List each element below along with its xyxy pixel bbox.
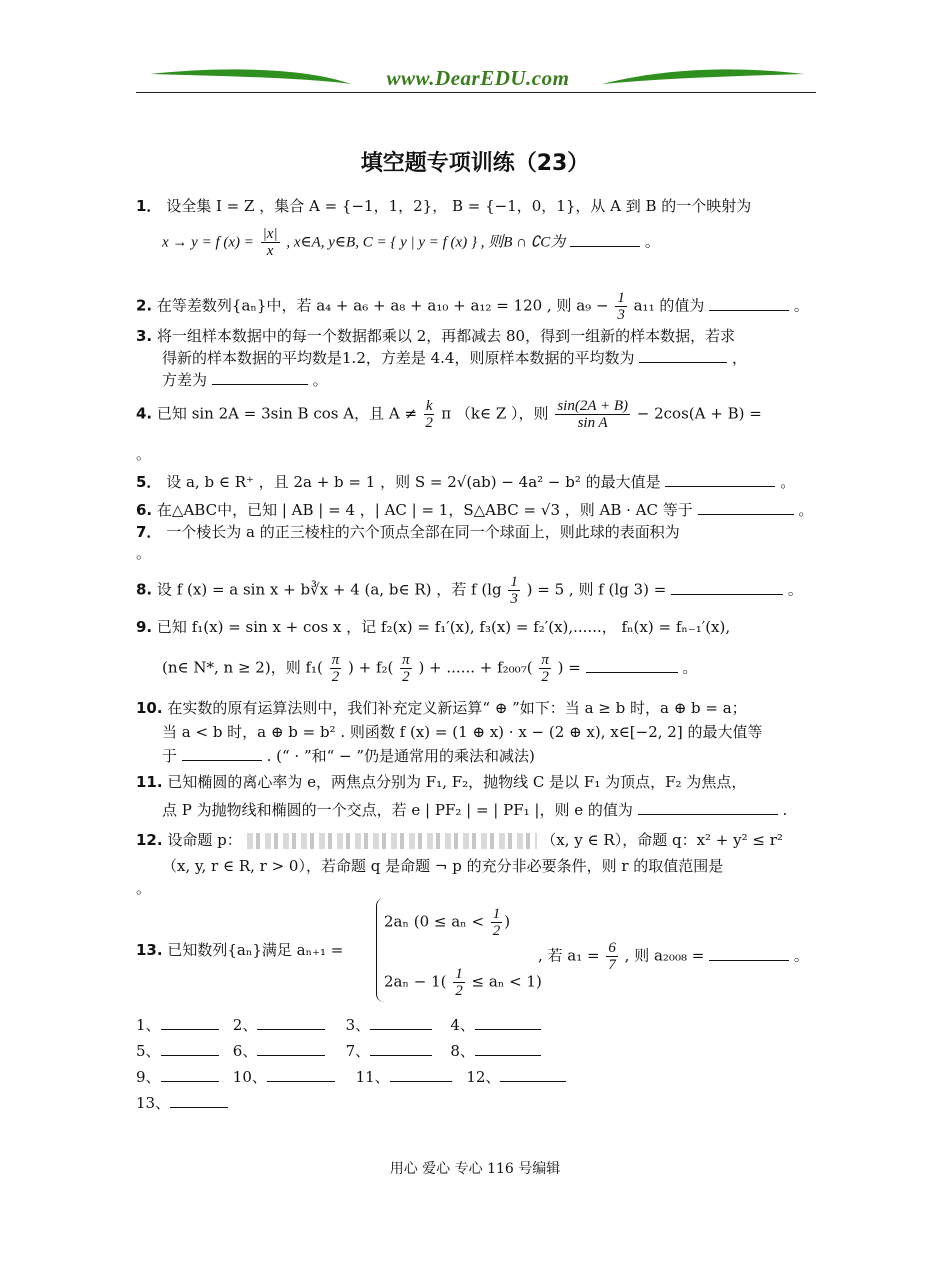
- fraction-denominator: 2: [492, 923, 501, 939]
- piecewise-case-2: [384, 966, 542, 999]
- fraction-denominator: 3: [510, 591, 518, 607]
- answer-blank[interactable]: [639, 348, 727, 363]
- problem-text: 在△ABC中，已知 | AB | = 4 ，| AC | = 1，S△ABC = √3 ，则 AB · AC 等于: [156, 501, 693, 519]
- answer-blank[interactable]: [182, 746, 262, 761]
- problem-12-line3: [136, 878, 151, 898]
- problem-text: ) =: [557, 658, 581, 677]
- problem-4-line2: [136, 444, 151, 464]
- formula-text: , x∈A, y∈B, C = { y | y = f (x) } , 则B ∩ ∁C为: [286, 234, 566, 251]
- problem-7: [136, 522, 680, 542]
- site-header: [136, 62, 816, 96]
- problem-number: 9.: [136, 618, 153, 636]
- problem-10-line2: [162, 722, 762, 742]
- problem-number: 13.: [136, 941, 163, 959]
- problem-13: [136, 940, 343, 960]
- fraction: [400, 652, 412, 685]
- problem-text: （x, y ∈ R），命题 q：x² + y² ≤ r²: [541, 831, 783, 849]
- fraction-denominator: 2: [425, 415, 433, 431]
- answer-blank[interactable]: [161, 1041, 219, 1056]
- problem-number: 10.: [136, 699, 163, 717]
- answer-label: 13、: [136, 1094, 171, 1112]
- fraction-denominator: 3: [617, 307, 625, 323]
- problem-text: 已知椭圆的离心率为 e，两焦点分别为 F₁, F₂，抛物线 C 是以 F₁ 为顶点，F₂ 为焦点，: [167, 773, 747, 791]
- fraction-numerator: 1: [617, 290, 625, 306]
- problem-text: 方差为: [162, 371, 208, 389]
- fraction-numerator: π: [402, 652, 410, 668]
- problem-text: 设 f (x) = a sin x + b∛x + 4 (a, b∈ R) ，若 f (lg: [156, 580, 502, 599]
- answer-label: 2、: [232, 1016, 258, 1034]
- formula-text: x → y = f (x) =: [162, 234, 254, 251]
- problem-11-line2: [162, 800, 787, 820]
- problem-3-line2: [162, 348, 747, 368]
- answer-label: 7、: [345, 1042, 371, 1060]
- answer-row: [136, 1014, 541, 1035]
- answer-label: 5、: [136, 1042, 161, 1060]
- site-brand: www.DearEDU.com: [386, 66, 570, 90]
- answer-blank[interactable]: [638, 800, 778, 815]
- answer-row: [136, 1066, 566, 1087]
- problem-text: 已知数列{aₙ}满足 aₙ₊₁ =: [167, 941, 344, 959]
- problem-text: a₁₁ 的值为: [633, 296, 705, 315]
- problem-text: (n∈ N*, n ≥ 2)，则 f₁(: [162, 658, 323, 677]
- answer-blank[interactable]: [212, 370, 308, 385]
- fraction-numerator: 1: [492, 906, 501, 922]
- answer-blank[interactable]: [698, 500, 794, 515]
- problem-text: ) = 5 , 则 f (lg 3) =: [526, 580, 667, 599]
- case-text: 2aₙ − 1(: [384, 972, 447, 991]
- fraction-numerator: π: [541, 652, 549, 668]
- fraction-numerator: k: [425, 398, 433, 414]
- problem-1-formula: [162, 226, 660, 259]
- fraction: [453, 966, 465, 999]
- fraction-denominator: x: [266, 243, 274, 259]
- problem-9-line2: [162, 652, 697, 685]
- problem-13-tail: [538, 940, 809, 973]
- case-text: ≤ aₙ < 1): [471, 972, 542, 991]
- fraction-denominator: 2: [402, 669, 410, 685]
- comma: ，: [732, 349, 748, 367]
- answer-row: [136, 1040, 541, 1061]
- period: 。: [787, 580, 803, 599]
- answer-label: 6、: [232, 1042, 258, 1060]
- problem-7-line2: [136, 543, 151, 563]
- fraction-denominator: 2: [541, 669, 549, 685]
- answer-blank[interactable]: [390, 1067, 452, 1082]
- answer-blank[interactable]: [257, 1041, 325, 1056]
- problem-text: 在等差数列{aₙ}中，若 a₄ + a₆ + a₈ + a₁₀ + a₁₂ = 120 , 则 a₉ −: [156, 296, 609, 315]
- answer-blank[interactable]: [475, 1015, 541, 1030]
- answer-blank[interactable]: [370, 1041, 432, 1056]
- problem-text: π （k∈ Z ），则: [441, 404, 549, 423]
- problem-text: 设命题 p：: [167, 831, 242, 849]
- problem-text: 得新的样本数据的平均数是1.2，方差是 4.4，则原样本数据的平均数为: [162, 349, 635, 367]
- problem-text: 已知 sin 2A = 3sin B cos A，且 A ≠: [156, 404, 418, 423]
- answer-blank[interactable]: [475, 1041, 541, 1056]
- answer-blank[interactable]: [161, 1067, 219, 1082]
- problem-number: 6.: [136, 501, 153, 519]
- problem-8: [136, 574, 803, 607]
- answer-label: 11、: [355, 1068, 390, 1086]
- problem-number: 8.: [136, 580, 153, 599]
- fraction-numerator: 1: [455, 966, 463, 982]
- problem-number: 5．: [136, 473, 162, 491]
- fraction: [491, 906, 503, 939]
- answer-row: [136, 1092, 228, 1113]
- fraction: [555, 398, 630, 431]
- problem-3: [136, 326, 735, 346]
- problem-text: 设全集 I = Z ，集合 A = {−1，1，2}， B = {−1，0，1}，从 A 到 B 的一个映射为: [166, 197, 752, 215]
- fraction: [424, 398, 435, 431]
- answer-blank[interactable]: [709, 946, 789, 961]
- problem-12-line2: [162, 856, 723, 876]
- problem-9: [136, 617, 730, 637]
- answer-label: 10、: [232, 1068, 267, 1086]
- problem-text: ) + ...... + f₂₀₀₇(: [418, 658, 533, 677]
- fraction: [330, 652, 342, 685]
- problem-5: [136, 472, 795, 492]
- fraction-numerator: sin(2A + B): [557, 398, 628, 414]
- answer-blank[interactable]: [570, 232, 640, 247]
- answer-label: 9、: [136, 1068, 161, 1086]
- problem-text: , 若 a₁ =: [538, 946, 600, 965]
- problem-11: [136, 772, 746, 792]
- problem-text: − 2cos(A + B) =: [636, 404, 762, 423]
- answer-blank[interactable]: [709, 296, 789, 311]
- fraction: [539, 652, 551, 685]
- problem-number: 1．: [136, 197, 162, 215]
- problem-text: 点 P 为抛物线和椭圆的一个交点，若 e | PF₂ | = | PF₁ |，则 e 的值为: [162, 801, 633, 819]
- answer-blank[interactable]: [257, 1015, 325, 1030]
- period: 。: [780, 473, 796, 491]
- period: 。: [793, 946, 809, 965]
- problem-text: 已知 f₁(x) = sin x + cos x ，记 f₂(x) = f₁′(x), f₃(x) = f₂′(x),......， fₙ(x) = fₙ₋₁′(x),: [156, 618, 731, 636]
- page-footer: 用心 爱心 专心 116 号编辑: [389, 1161, 561, 1177]
- problem-text: 当 a < b 时，a ⊕ b = b² . 则函数 f (x) = (1 ⊕ x) · x − (2 ⊕ x), x∈[−2, 2] 的最大值等: [162, 723, 763, 741]
- problem-10-line3: [162, 746, 535, 766]
- period: 。: [312, 371, 328, 389]
- problem-text: 一个棱长为 a 的正三棱柱的六个顶点全部在同一个球面上，则此球的表面积为: [166, 523, 680, 541]
- problem-12: [136, 830, 783, 850]
- problem-number: 12.: [136, 831, 163, 849]
- fraction-denominator: 2: [455, 983, 463, 999]
- page-title: 填空题专项训练（23）: [360, 151, 590, 176]
- answer-blank[interactable]: [586, 658, 678, 673]
- problem-text: . (“ · ”和“ − ”仍是通常用的乘法和减法): [266, 747, 535, 765]
- answer-label: 12、: [466, 1068, 501, 1086]
- problem-number: 2.: [136, 296, 153, 315]
- problem-number: 7．: [136, 523, 162, 541]
- problem-number: 11.: [136, 773, 163, 791]
- answer-blank[interactable]: [161, 1015, 219, 1030]
- problem-text: （x, y, r ∈ R, r > 0），若命题 q 是命题 ¬ p 的充分非必要条件，则 r 的取值范围是: [162, 857, 724, 875]
- header-rule: [136, 92, 816, 93]
- problem-text: 在实数的原有运算法则中，我们补充定义新运算“ ⊕ ”如下：当 a ≥ b 时，a ⊕ b = a；: [167, 699, 747, 717]
- period: .: [782, 801, 788, 819]
- fraction: [606, 940, 618, 973]
- problem-text: , 则 a₂₀₀₈ =: [624, 946, 705, 965]
- fraction-denominator: 7: [608, 957, 616, 973]
- period: 。: [682, 658, 698, 677]
- problem-2: [136, 290, 809, 323]
- answer-blank[interactable]: [665, 472, 775, 487]
- answer-label: 4、: [450, 1016, 475, 1034]
- problem-1: [136, 196, 751, 216]
- fraction: [508, 574, 520, 607]
- answer-blank[interactable]: [170, 1093, 228, 1108]
- period: 。: [798, 501, 814, 519]
- answer-label: 3、: [345, 1016, 371, 1034]
- answer-label: 8、: [450, 1042, 475, 1060]
- period: 。: [644, 232, 660, 251]
- period: 。: [793, 296, 809, 315]
- blurred-formula: [247, 833, 537, 849]
- period: 。: [136, 544, 152, 562]
- fraction: [615, 290, 627, 323]
- fraction-numerator: π: [331, 652, 340, 668]
- problem-10: [136, 698, 747, 718]
- problem-number: 3.: [136, 327, 153, 345]
- problem-text: ) + f₂(: [347, 658, 394, 677]
- problem-text: 设 a, b ∈ R⁺ ，且 2a + b = 1 ，则 S = 2√(ab) − 4a² − b² 的最大值是: [166, 473, 661, 491]
- answer-blank[interactable]: [671, 580, 783, 595]
- answer-blank[interactable]: [267, 1067, 335, 1082]
- answer-blank[interactable]: [500, 1067, 566, 1082]
- fraction-denominator: 2: [331, 669, 340, 685]
- problem-text: 于: [162, 747, 178, 765]
- problem-text: 将一组样本数据中的每一个数据都乘以 2，再都减去 80，得到一组新的样本数据，若求: [156, 327, 736, 345]
- fraction: [261, 226, 280, 259]
- problem-6: [136, 500, 813, 520]
- fraction-denominator: sin A: [577, 415, 608, 431]
- problem-number: 4.: [136, 404, 153, 423]
- period: 。: [136, 879, 152, 897]
- case-text: 2aₙ (0 ≤ aₙ <: [384, 912, 485, 931]
- problem-3-line3: [162, 370, 328, 390]
- fraction-numerator: 6: [608, 940, 616, 956]
- answer-label: 1、: [136, 1016, 161, 1034]
- period: 。: [136, 445, 152, 463]
- fraction-numerator: 1: [510, 574, 518, 590]
- problem-4: [136, 398, 762, 431]
- piecewise-case-1: 2aₙ (0 ≤ aₙ < $\frac{1}{2}$ ): [384, 906, 511, 939]
- answer-blank[interactable]: [370, 1015, 432, 1030]
- fraction-numerator: |x|: [262, 226, 278, 242]
